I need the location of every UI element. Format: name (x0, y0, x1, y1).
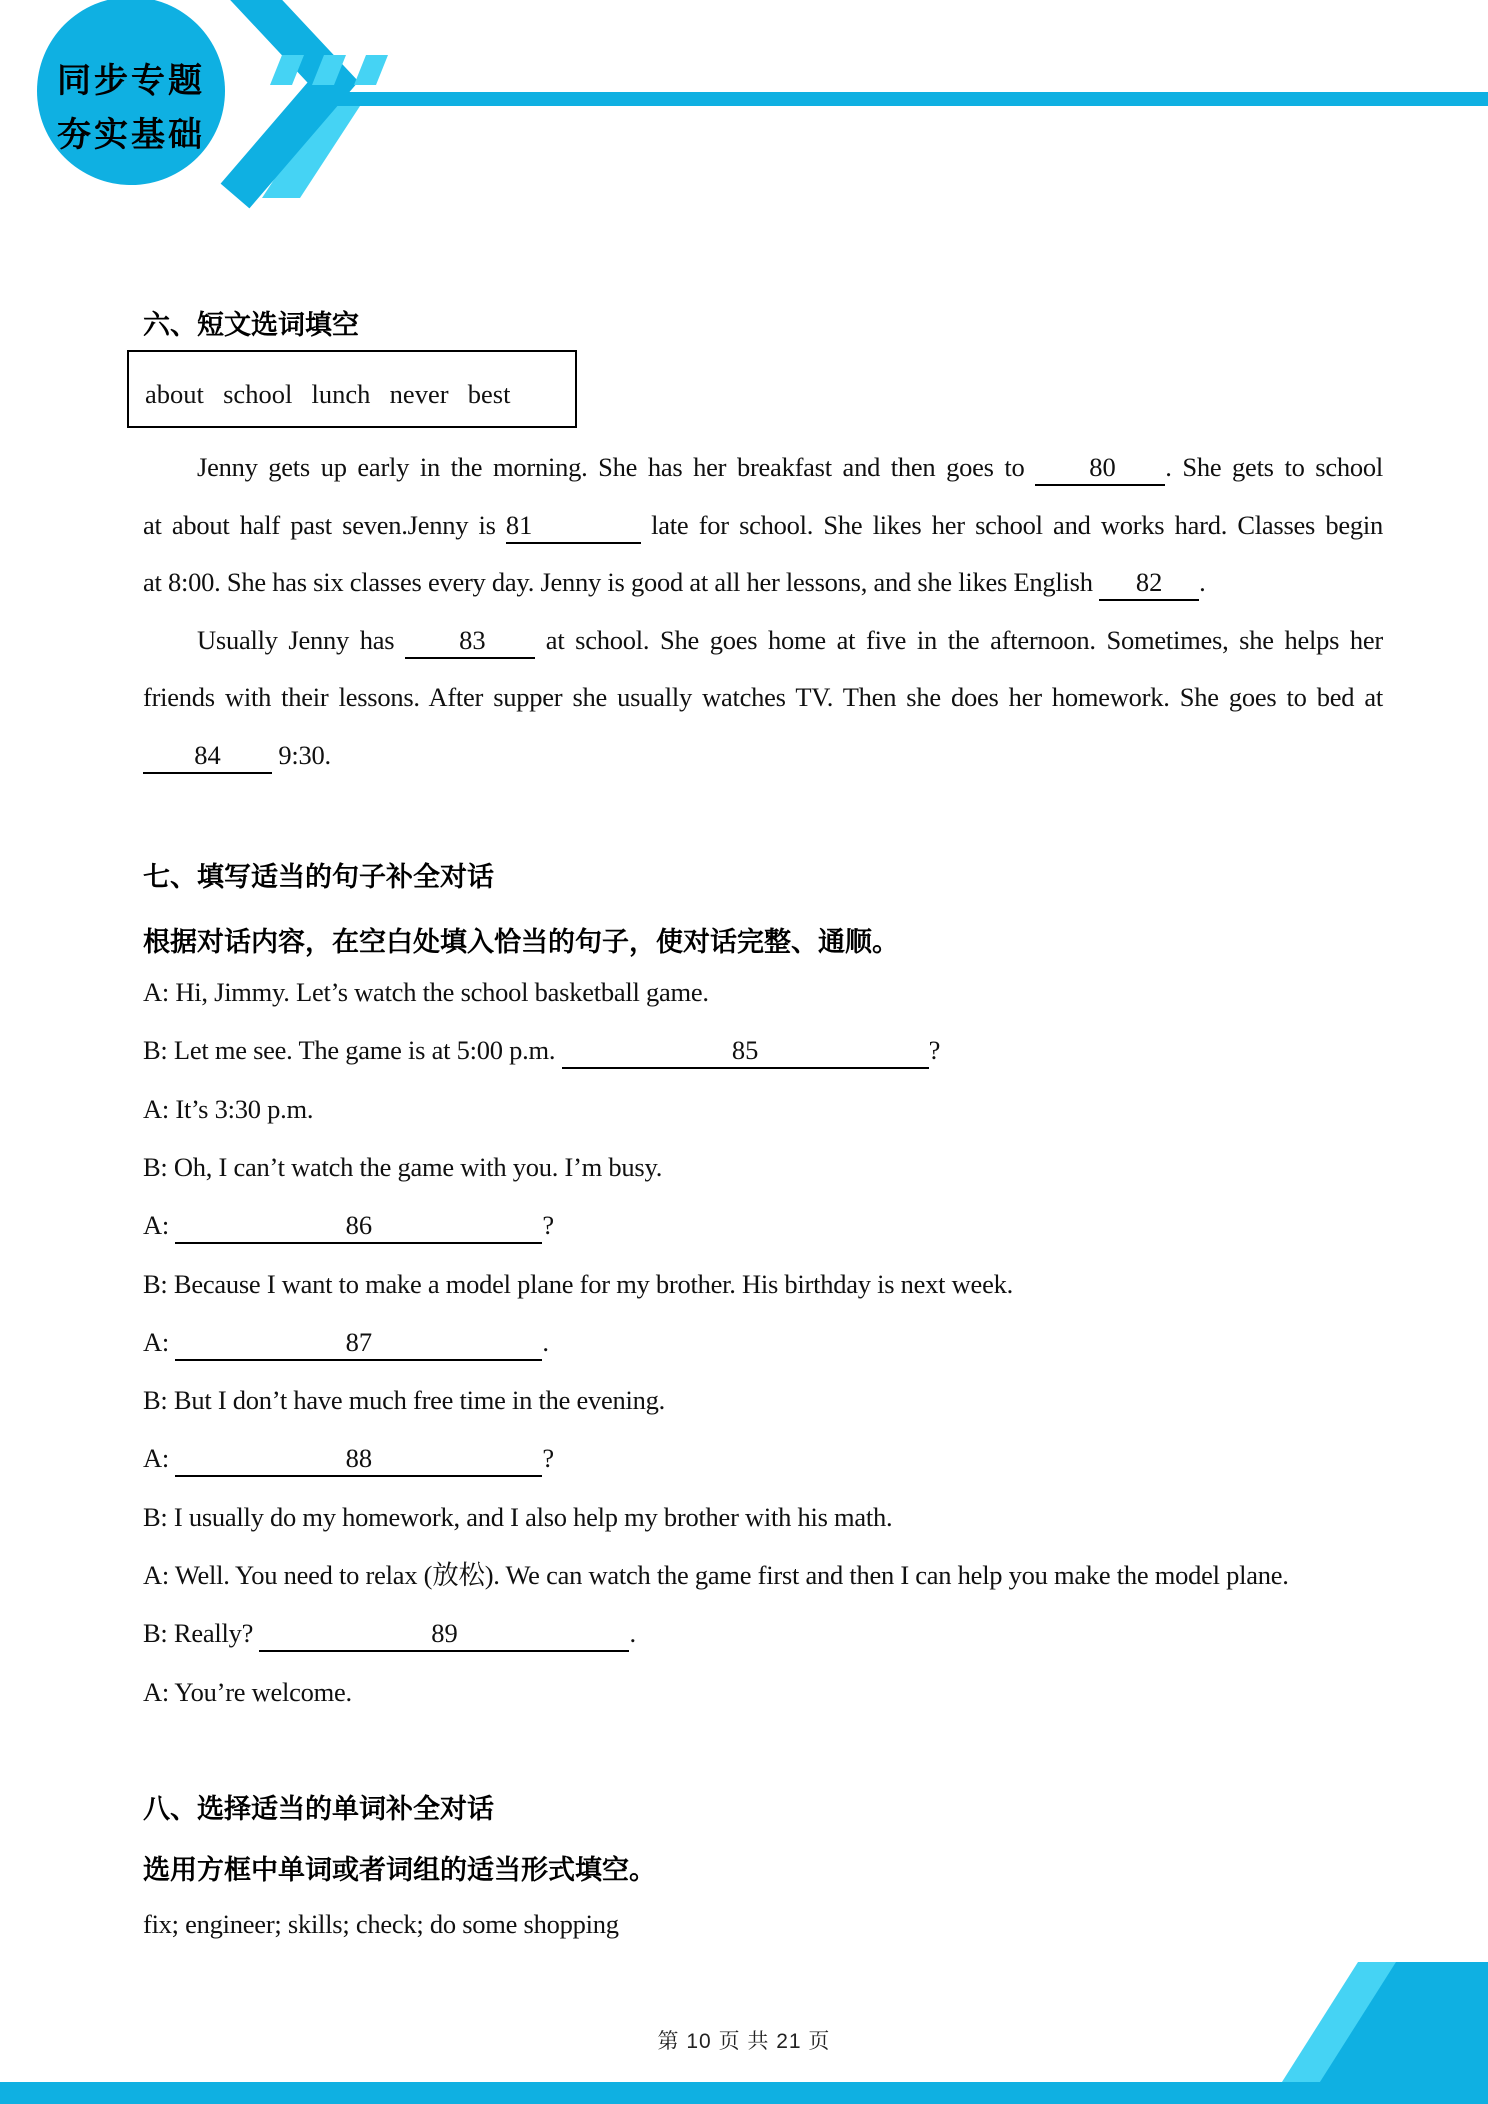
passage-line-2: at about half past seven.Jenny is 81 late for school. She likes her school and works hard. Classes begin (143, 508, 1383, 544)
word-bank-box (127, 350, 577, 428)
word-bank-words: about school lunch never best (145, 378, 511, 409)
blank-80: 80 (1035, 453, 1165, 486)
section-seven-title: 七、填写适当的句子补全对话 (143, 862, 494, 892)
dialogue-line-8: B: But I don’t have much free time in the evening. (143, 1385, 666, 1415)
passage-line-4: Usually Jenny has 83 at school. She goes home at five in the afternoon. Sometimes, she helps her (143, 623, 1383, 659)
blank-85: 85 (562, 1036, 929, 1069)
badge-title-line2: 夯实基础 (57, 116, 205, 154)
blank-82: 82 (1099, 568, 1199, 601)
dialogue-line-12: B: Really? 89 . (143, 1616, 636, 1652)
dialogue-line-13: A: You’re welcome. (143, 1677, 352, 1707)
section-eight-word-bank: fix; engineer; skills; check; do some shopping (143, 1909, 619, 1939)
dialogue-line-5: A: 86 ? (143, 1208, 554, 1244)
blank-89: 89 (259, 1619, 629, 1652)
dialogue-line-10: B: I usually do my homework, and I also help my brother with his math. (143, 1502, 893, 1532)
blank-83: 83 (405, 626, 535, 659)
blank-81: 81 (506, 511, 641, 544)
blank-87: 87 (175, 1328, 542, 1361)
passage-line-6: 84 9:30. (143, 738, 1383, 774)
section-six-title: 六、短文选词填空 (143, 310, 359, 340)
passage-line-5: friends with their lessons. After supper she usually watches TV. Then she does her homework. She goes to bed at (143, 682, 1383, 712)
header-stripe-3 (354, 55, 388, 85)
dialogue-line-2: B: Let me see. The game is at 5:00 p.m. 85 ? (143, 1033, 940, 1069)
header-bar (305, 92, 1488, 106)
section-seven-subtitle: 根据对话内容，在空白处填入恰当的句子，使对话完整、通顺。 (143, 927, 899, 957)
section-eight-subtitle: 选用方框中单词或者词组的适当形式填空。 (143, 1855, 656, 1885)
dialogue-line-1: A: Hi, Jimmy. Let’s watch the school basketball game. (143, 977, 709, 1007)
blank-86: 86 (175, 1211, 542, 1244)
page-number: 第 10 页 共 21 页 (657, 2030, 831, 2053)
dialogue-line-11: A: Well. You need to relax (放松). We can watch the game first and then I can help you make the model plane. (143, 1560, 1289, 1590)
dialogue-line-4: B: Oh, I can’t watch the game with you. I’m busy. (143, 1152, 663, 1182)
blank-88: 88 (175, 1444, 542, 1477)
blank-84: 84 (143, 741, 272, 774)
footer-decoration (0, 1954, 1488, 2104)
passage-line-3: at 8:00. She has six classes every day. Jenny is good at all her lessons, and she likes English 82 . (143, 565, 1383, 601)
dialogue-line-9: A: 88 ? (143, 1441, 554, 1477)
passage-line-1: Jenny gets up early in the morning. She has her breakfast and then goes to 80 . She gets to school (143, 450, 1383, 486)
section-eight-title: 八、选择适当的单词补全对话 (143, 1794, 494, 1824)
footer-bar (0, 2082, 1488, 2104)
dialogue-line-6: B: Because I want to make a model plane for my brother. His birthday is next week. (143, 1269, 1013, 1299)
dialogue-line-3: A: It’s 3:30 p.m. (143, 1094, 314, 1124)
dialogue-line-7: A: 87 . (143, 1325, 549, 1361)
badge-title-line1: 同步专题 (57, 62, 205, 100)
